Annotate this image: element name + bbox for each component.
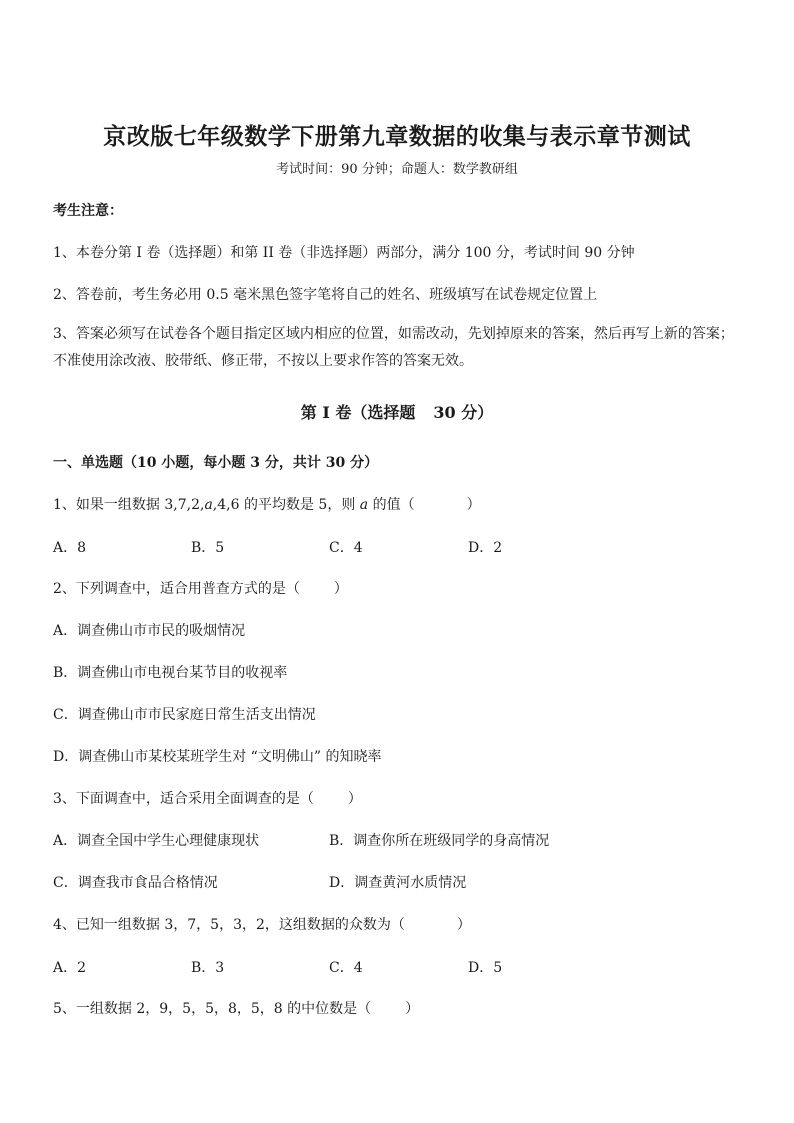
- notice-item-3: 3、答案必须写在试卷各个题目指定区域内相应的位置，如需改动，先划掉原来的答案，然后再写上新的答案；不准使用涂改液、胶带纸、修正带，不按以上要求作答的答案无效。: [53, 326, 734, 369]
- question-1-text-c: 的值（: [368, 497, 415, 513]
- question-3-option-d[interactable]: D．调查黄河水质情况: [329, 875, 467, 891]
- question-4-option-c[interactable]: C．4: [329, 960, 363, 976]
- notice-item-1: 1、本卷分第 I 卷（选择题）和第 II 卷（非选择题）两部分，满分 100 分，考试时间 90 分钟: [53, 245, 635, 261]
- question-3-text: 3、下面调查中，适合采用全面调查的是（: [53, 791, 314, 807]
- question-4-stem: [53, 914, 471, 934]
- question-1-text-a: 1、如果一组数据 3,7,2,: [53, 497, 205, 513]
- question-2-option-d[interactable]: D．调查佛山市某校某班学生对 “文明佛山” 的知晓率: [53, 749, 382, 765]
- page-title: 京改版七年级数学下册第九章数据的收集与表示章节测试: [103, 123, 691, 150]
- section-title-right: 30 分）: [433, 403, 494, 422]
- question-2-option-b[interactable]: B．调查佛山市电视台某节目的收视率: [53, 665, 288, 681]
- question-2-stem: [53, 578, 348, 598]
- question-4-option-d[interactable]: D．5: [468, 960, 503, 976]
- question-2-option-a[interactable]: A．调查佛山市市民的吸烟情况: [53, 623, 246, 639]
- question-1-close: ）: [466, 497, 481, 513]
- question-4-option-a[interactable]: A．2: [53, 960, 87, 976]
- question-3-option-b[interactable]: B．调查你所在班级同学的身高情况: [329, 833, 550, 849]
- question-3-option-c[interactable]: C．调查我市食品合格情况: [53, 875, 218, 891]
- question-1-variable-2: a: [359, 497, 369, 513]
- question-2-close: ）: [333, 581, 348, 597]
- question-1-variable: a: [204, 497, 213, 513]
- question-5-stem: [53, 998, 419, 1018]
- question-3-option-a[interactable]: A．调查全国中学生心理健康现状: [53, 833, 260, 849]
- section-title-left: 第 I 卷（选择题: [300, 403, 416, 422]
- question-1-stem: [53, 494, 481, 514]
- section-title: [0, 400, 794, 423]
- question-1-option-b[interactable]: B．5: [191, 540, 225, 556]
- notice-heading: 考生注意：: [53, 203, 123, 219]
- page-subtitle: 考试时间：90 分钟；命题人：数学教研组: [276, 162, 518, 177]
- question-4-option-b[interactable]: B．3: [191, 960, 225, 976]
- question-4-text: 4、已知一组数据 3，7，5，3，2，这组数据的众数为（: [53, 917, 405, 933]
- question-3-stem: [53, 788, 362, 808]
- part-heading: 一、单选题（10 小题，每小题 3 分，共计 30 分）: [53, 455, 379, 471]
- question-5-text: 5、一组数据 2，9，5，5，8，5，8 的中位数是（: [53, 1001, 372, 1017]
- question-4-close: ）: [456, 917, 471, 933]
- question-1-option-a[interactable]: A．8: [53, 540, 87, 556]
- question-2-text: 2、下列调查中，适合用普查方式的是（: [53, 581, 300, 597]
- notice-item-2: 2、答卷前，考生务必用 0.5 毫米黑色签字笔将自己的姓名、班级填写在试卷规定位置上: [53, 287, 598, 303]
- question-5-close: ）: [405, 1001, 420, 1017]
- question-3-close: ）: [347, 791, 362, 807]
- question-1-text-b: ,4,6 的平均数是 5，则: [212, 497, 360, 513]
- question-1-option-d[interactable]: D．2: [468, 540, 503, 556]
- question-2-option-c[interactable]: C．调查佛山市市民家庭日常生活支出情况: [53, 707, 316, 723]
- question-1-option-c[interactable]: C．4: [329, 540, 363, 556]
